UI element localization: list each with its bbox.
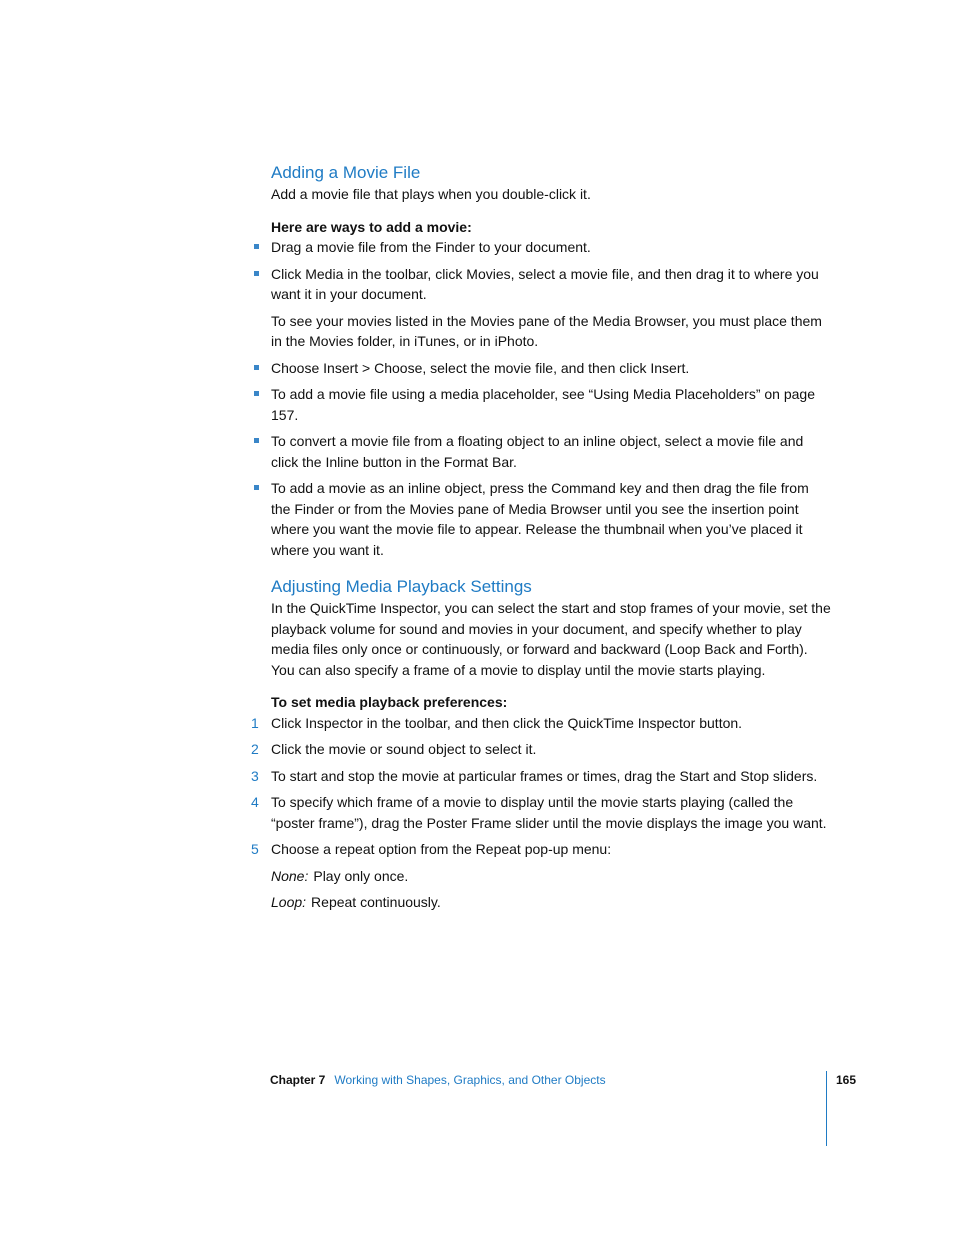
step-text: To specify which frame of a movie to display until the movie starts playing (called the “poster frame”), drag the Poster Frame slider until the movie displays the image you want. bbox=[271, 794, 827, 831]
option-term: None: bbox=[271, 867, 309, 884]
footer-divider bbox=[826, 1071, 827, 1146]
step-item bbox=[251, 739, 831, 760]
list-item bbox=[271, 358, 831, 379]
repeat-option-none bbox=[271, 866, 831, 887]
option-description: Repeat continuously. bbox=[311, 894, 441, 910]
section-heading-adding-movie: Adding a Movie File bbox=[271, 163, 421, 182]
list-item bbox=[271, 384, 831, 425]
step-number: 1 bbox=[251, 714, 259, 731]
step-number: 3 bbox=[251, 767, 259, 784]
list-item bbox=[271, 237, 831, 258]
task-lead: Here are ways to add a movie: bbox=[271, 218, 472, 235]
step-text: To start and stop the movie at particular frames or times, drag the Start and Stop sliders. bbox=[271, 767, 818, 784]
step-item bbox=[251, 792, 831, 833]
list-item-text: To add a movie file using a media placeholder, see “Using Media Placeholders” on page 157. bbox=[271, 386, 815, 423]
step-text: Click the movie or sound object to select it. bbox=[271, 741, 537, 757]
list-item-text: To convert a movie file from a floating object to an inline object, select a movie file and click the Inline button in the Format Bar. bbox=[271, 433, 804, 470]
chapter-label: Chapter 7 bbox=[270, 1073, 326, 1087]
step-number: 2 bbox=[251, 741, 259, 757]
list-item-text: Click Media in the toolbar, click Movies, select a movie file, and then drag it to where you want it in your document. bbox=[271, 265, 819, 302]
section-heading-playback-settings: Adjusting Media Playback Settings bbox=[271, 577, 532, 596]
section-intro: Add a movie file that plays when you double-click it. bbox=[271, 186, 591, 202]
chapter-title: Working with Shapes, Graphics, and Other Objects bbox=[334, 1073, 606, 1087]
list-item bbox=[271, 264, 831, 352]
task-lead: To set media playback preferences: bbox=[271, 694, 508, 710]
square-bullet-icon bbox=[254, 438, 259, 443]
option-term: Loop: bbox=[271, 894, 307, 910]
step-list bbox=[251, 713, 831, 913]
square-bullet-icon bbox=[254, 244, 259, 249]
page-number: 165 bbox=[836, 1073, 857, 1087]
square-bullet-icon bbox=[254, 391, 259, 396]
list-item-text: Choose Insert > Choose, select the movie file, and then click Insert. bbox=[271, 359, 690, 376]
step-text: Click Inspector in the toolbar, and then click the QuickTime Inspector button. bbox=[271, 714, 743, 731]
page-content bbox=[251, 162, 831, 913]
section-intro: In the QuickTime Inspector, you can select the start and stop frames of your movie, set the playback volume for sound and movies in your document, and specify whether to play media files only once or continuously, or forward and backward (Loop Back and Forth). You can also specify a frame of a movie to display until the movie starts playing. bbox=[271, 600, 831, 678]
square-bullet-icon bbox=[254, 271, 259, 276]
square-bullet-icon bbox=[254, 485, 259, 490]
square-bullet-icon bbox=[254, 365, 259, 370]
step-number: 4 bbox=[251, 794, 259, 810]
page-footer bbox=[270, 1072, 606, 1088]
list-item-text: To add a movie as an inline object, press the Command key and then drag the file from the Finder or from the Movies pane of Media Browser until you see the insertion point where you want the movie file to appear. Release the thumbnail when you’ve placed it where you want it. bbox=[271, 480, 809, 558]
step-number: 5 bbox=[251, 841, 259, 857]
list-item bbox=[271, 478, 831, 560]
step-text: Choose a repeat option from the Repeat pop-up menu: bbox=[271, 841, 612, 857]
step-item bbox=[251, 839, 831, 913]
bullet-list bbox=[271, 237, 831, 560]
list-item bbox=[271, 431, 831, 472]
repeat-option-loop bbox=[271, 892, 831, 913]
step-item bbox=[251, 766, 831, 787]
option-description: Play only once. bbox=[313, 867, 409, 884]
list-item-text: Drag a movie file from the Finder to your document. bbox=[271, 239, 591, 255]
step-item bbox=[251, 713, 831, 734]
list-item-note: To see your movies listed in the Movies pane of the Media Browser, you must place them in the Movies folder, in iTunes, or in iPhoto. bbox=[271, 312, 822, 349]
